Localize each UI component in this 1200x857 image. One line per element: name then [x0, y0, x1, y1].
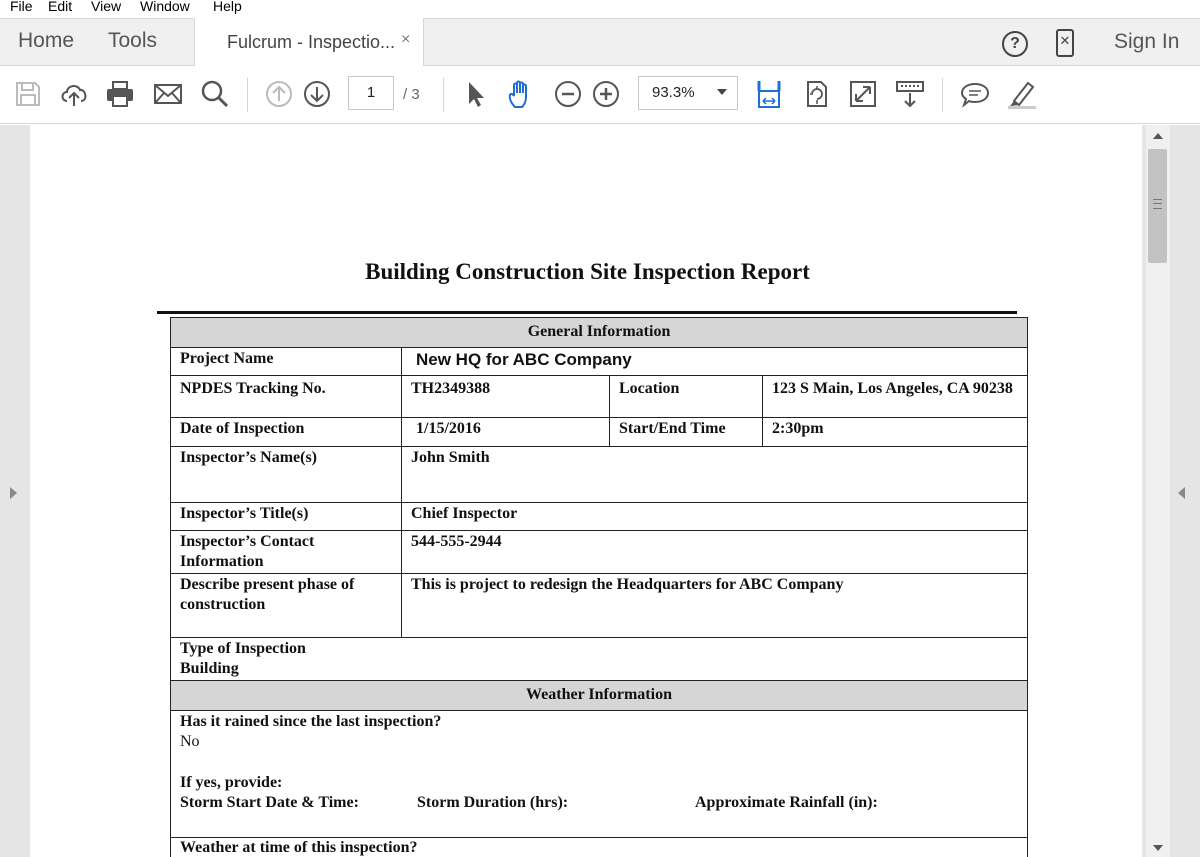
date-label: Date of Inspection	[171, 418, 402, 447]
search-icon[interactable]	[200, 79, 230, 109]
pdf-page	[30, 125, 1142, 857]
select-cursor-icon[interactable]	[461, 79, 491, 109]
tracking-value: TH2349388	[402, 376, 610, 418]
page-up-icon[interactable]	[264, 79, 294, 109]
inspector-name-value: John Smith	[402, 447, 1028, 503]
tab-bar	[0, 18, 1200, 66]
rain-cell	[171, 711, 1028, 838]
scroll-thumb[interactable]	[1148, 149, 1167, 263]
grip-icon	[1153, 199, 1162, 209]
phase-value: This is project to redesign the Headquarters for ABC Company	[402, 574, 1028, 638]
toolbar-separator	[942, 78, 943, 112]
date-value: 1/15/2016	[402, 418, 610, 447]
full-screen-icon[interactable]	[848, 79, 878, 109]
inspection-type-label: Type of Inspection	[180, 640, 306, 657]
collapse-left-pane-icon[interactable]	[10, 487, 17, 499]
weather-now-question: Weather at time of this inspection?	[171, 838, 1028, 857]
report-title: Building Construction Site Inspection Report	[365, 259, 810, 284]
time-label: Start/End Time	[610, 418, 763, 447]
storm-duration-label: Storm Duration (hrs):	[417, 794, 569, 811]
email-icon[interactable]	[153, 79, 183, 109]
close-tab-icon[interactable]: ×	[401, 31, 411, 48]
inspection-table	[170, 317, 1028, 857]
document-tab[interactable]	[194, 18, 424, 66]
page-down-icon[interactable]	[302, 79, 332, 109]
tracking-label: NPDES Tracking No.	[171, 376, 402, 418]
menu-edit[interactable]: Edit	[48, 0, 73, 14]
zoom-select[interactable]: 93.3%	[638, 76, 738, 110]
menu-window[interactable]: Window	[140, 0, 190, 14]
home-tab[interactable]: Home	[18, 29, 75, 52]
mobile-link-icon[interactable]: ✕	[1056, 29, 1074, 57]
title-divider	[157, 311, 1017, 314]
menu-file[interactable]: File	[10, 0, 33, 14]
weather-info-header: Weather Information	[171, 681, 1028, 711]
hand-tool-icon[interactable]	[506, 79, 536, 109]
upload-icon[interactable]	[59, 79, 89, 109]
toolbar-separator	[247, 78, 248, 112]
storm-fields	[180, 793, 1018, 813]
rain-question: Has it rained since the last inspection?	[180, 713, 442, 730]
sign-in-button[interactable]: Sign In	[1114, 30, 1180, 53]
contact-value: 544-555-2944	[402, 531, 1028, 574]
storm-start-label: Storm Start Date & Time:	[180, 794, 359, 811]
zoom-in-icon[interactable]	[591, 79, 621, 109]
general-info-header: General Information	[171, 318, 1028, 348]
page-total: / 3	[403, 86, 420, 103]
project-name-value: New HQ for ABC Company	[402, 348, 1028, 376]
location-value: 123 S Main, Los Angeles, CA 90238	[763, 376, 1028, 418]
scroll-down-arrow-icon[interactable]	[1153, 845, 1163, 851]
phase-label: Describe present phase of construction	[171, 574, 402, 638]
comment-icon[interactable]	[960, 79, 990, 109]
read-mode-icon[interactable]	[895, 79, 925, 109]
inspector-name-label: Inspector’s Name(s)	[171, 447, 402, 503]
fit-width-icon[interactable]	[754, 79, 784, 109]
time-value: 2:30pm	[763, 418, 1028, 447]
contact-label: Inspector’s Contact Information	[171, 531, 402, 574]
location-label: Location	[610, 376, 763, 418]
inspection-type-cell	[171, 638, 1028, 681]
save-icon[interactable]	[13, 79, 43, 109]
help-icon[interactable]: ?	[1002, 31, 1028, 57]
highlight-icon[interactable]	[1006, 79, 1036, 109]
rain-answer: No	[180, 733, 200, 750]
page-number-input[interactable]: 1	[348, 76, 394, 110]
menu-bar	[0, 0, 1200, 16]
if-yes-label: If yes, provide:	[180, 774, 283, 791]
toolbar-separator	[443, 78, 444, 112]
inspector-title-label: Inspector’s Title(s)	[171, 503, 402, 531]
rotate-page-icon[interactable]	[802, 79, 832, 109]
collapse-right-pane-icon[interactable]	[1178, 487, 1185, 499]
project-name-label: Project Name	[171, 348, 402, 376]
inspector-title-value: Chief Inspector	[402, 503, 1028, 531]
document-tab-title: Fulcrum - Inspectio...	[227, 32, 396, 52]
inspection-type-value: Building	[180, 660, 239, 677]
toolbar	[0, 66, 1200, 124]
menu-view[interactable]: View	[91, 0, 122, 14]
vertical-scrollbar[interactable]	[1146, 125, 1170, 857]
document-viewport[interactable]	[0, 125, 1200, 857]
zoom-out-icon[interactable]	[553, 79, 583, 109]
chevron-down-icon[interactable]	[717, 89, 727, 95]
rainfall-label: Approximate Rainfall (in):	[695, 794, 878, 811]
scroll-up-arrow-icon[interactable]	[1153, 133, 1163, 139]
print-icon[interactable]	[105, 79, 135, 109]
tools-tab[interactable]: Tools	[108, 29, 158, 52]
menu-help[interactable]: Help	[213, 0, 242, 14]
